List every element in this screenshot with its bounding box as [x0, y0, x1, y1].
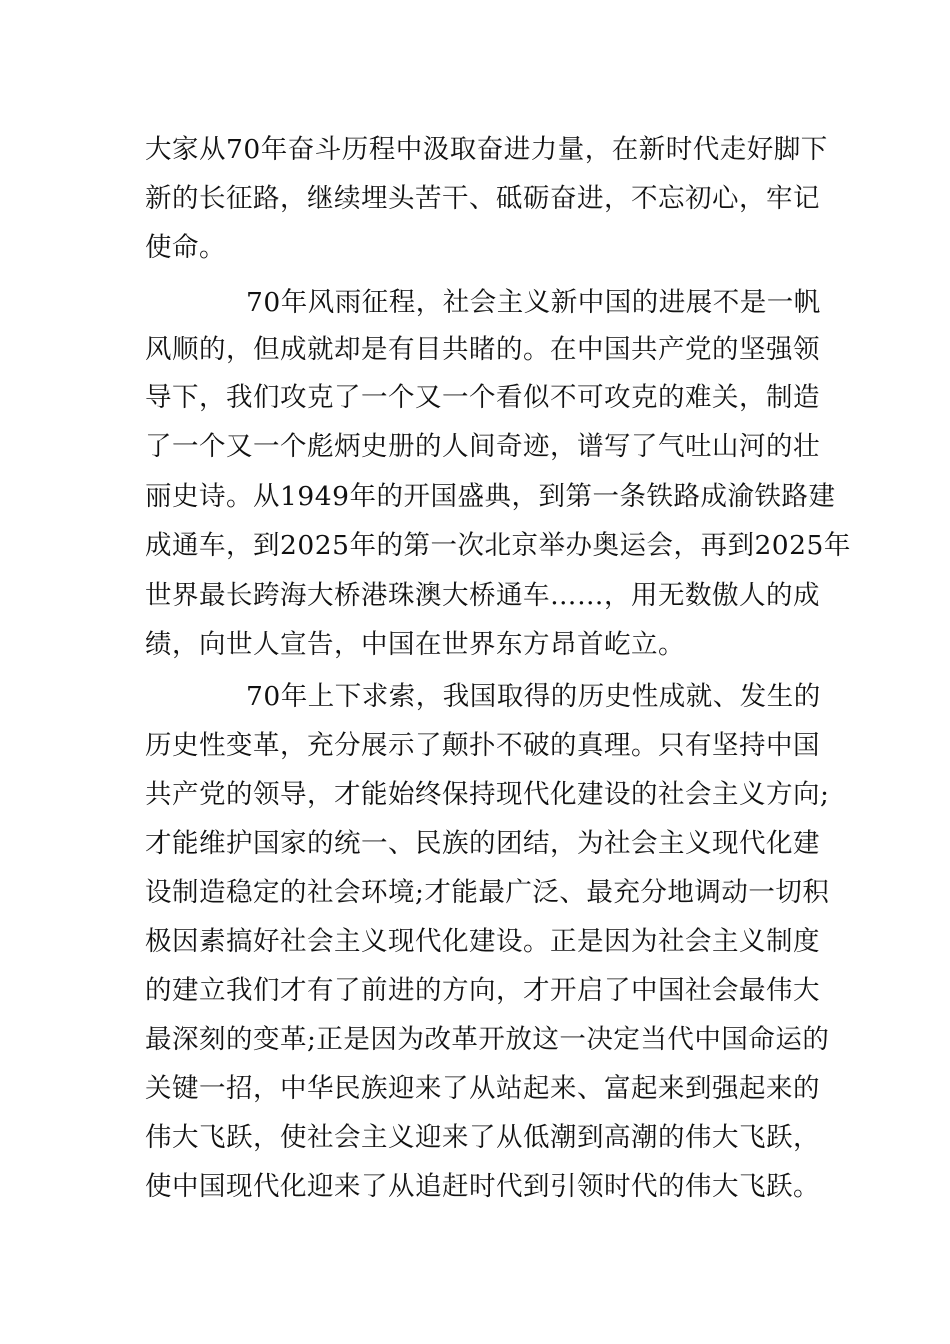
paragraph-2-line-5: 丽史诗。从1949年的开国盛典，到第一条铁路成渝铁路建	[145, 481, 836, 512]
paragraph-2-line-3: 导下，我们攻克了一个又一个看似不可攻克的难关，制造	[145, 382, 820, 413]
paragraph-3-line-6: 极因素搞好社会主义现代化建设。正是因为社会主义制度	[145, 926, 820, 957]
paragraph-1-line-2: 新的长征路，继续埋头苦干、砥砺奋进，不忘初心，牢记	[145, 183, 820, 214]
paragraph-1-line-3: 使命。	[145, 232, 226, 263]
paragraph-2-line-2: 风顺的，但成就却是有目共睹的。在中国共产党的坚强领	[145, 334, 820, 365]
paragraph-3-line-2: 历史性变革，充分展示了颠扑不破的真理。只有坚持中国	[145, 730, 820, 761]
paragraph-2-line-6: 成通车，到2025年的第一次北京举办奥运会，再到2025年	[145, 530, 851, 561]
paragraph-3-line-11: 使中国现代化迎来了从追赶时代到引领时代的伟大飞跃。	[145, 1171, 820, 1202]
paragraph-3-line-7: 的建立我们才有了前进的方向，才开启了中国社会最伟大	[145, 975, 820, 1006]
paragraph-3-line-10: 伟大飞跃，使社会主义迎来了从低潮到高潮的伟大飞跃，	[145, 1122, 820, 1153]
paragraph-3-line-3: 共产党的领导，才能始终保持现代化建设的社会主义方向;	[145, 779, 830, 810]
paragraph-2-line-1: 70年风雨征程，社会主义新中国的进展不是一帆	[246, 287, 821, 318]
paragraph-2-line-4: 了一个又一个彪炳史册的人间奇迹，谱写了气吐山河的壮	[145, 431, 820, 462]
paragraph-2-line-8: 绩，向世人宣告，中国在世界东方昂首屹立。	[145, 629, 685, 660]
paragraph-1-line-1: 大家从70年奋斗历程中汲取奋进力量，在新时代走好脚下	[145, 134, 828, 165]
paragraph-3-line-8: 最深刻的变革;正是因为改革开放这一决定当代中国命运的	[145, 1024, 830, 1055]
paragraph-3-line-1: 70年上下求索，我国取得的历史性成就、发生的	[246, 681, 821, 712]
paragraph-3-line-5: 设制造稳定的社会环境;才能最广泛、最充分地调动一切积	[145, 877, 830, 908]
paragraph-3-line-9: 关键一招，中华民族迎来了从站起来、富起来到强起来的	[145, 1073, 820, 1104]
paragraph-3-line-4: 才能维护国家的统一、民族的团结，为社会主义现代化建	[145, 828, 820, 859]
paragraph-2-line-7: 世界最长跨海大桥港珠澳大桥通车……，用无数傲人的成	[145, 580, 820, 611]
